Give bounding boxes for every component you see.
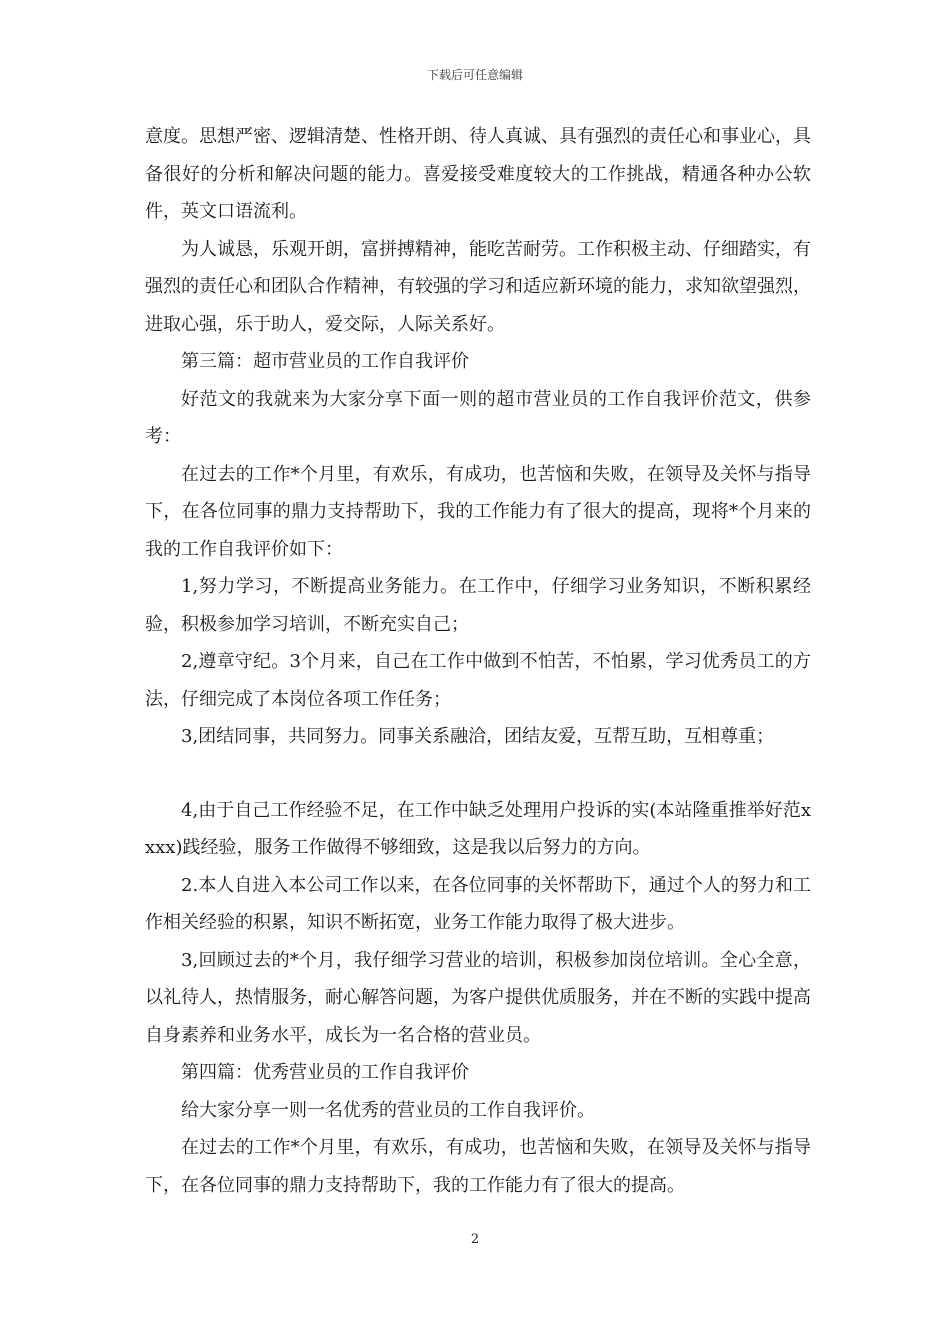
paragraph: 在过去的工作*个月里，有欢乐，有成功，也苦恼和失败，在领导及关怀与指导下，在各位同事的鼎力支持帮助下，我的工作能力有了很大的提高。 [145,1137,811,1196]
paragraph: 为人诚恳，乐观开朗，富拼搏精神，能吃苦耐劳。工作积极主动、仔细踏实，有强烈的责任心和团队合作精神，有较强的学习和适应新环境的能力，求知欲望强烈，进取心强，乐于助人，爱交际，人际关系好。 [145,238,811,335]
page-header-note: 下载后可任意编辑 [426,68,523,82]
paragraph: 好范文的我就来为大家分享下面一则的超市营业员的工作自我评价范文，供参考： [145,388,811,447]
blank-line [145,756,811,792]
list-item: 3,团结同事，共同努力。同事关系融洽，团结友爱，互帮互助，互相尊重； [181,726,775,747]
list-item: 1,努力学习，不断提高业务能力。在工作中，仔细学习业务知识，不断积累经验，积极参加学习培训，不断充实自己； [145,576,811,635]
list-item: 2.本人自进入本公司工作以来，在各位同事的关怀帮助下，通过个人的努力和工作相关经验的积累，知识不断拓宽，业务工作能力取得了极大进步。 [145,874,811,933]
paragraph: 给大家分享一则一名优秀的营业员的工作自我评价。 [181,1099,595,1121]
page-number: 2 [470,1232,480,1247]
list-item: 4,由于自己工作经验不足，在工作中缺乏处理用户投诉的实(本站隆重推举好范xxxx)践经验，服务工作做得不够细致，这是我以后努力的方向。 [145,799,811,858]
document-body [145,118,811,1204]
paragraph: 意度。思想严密、逻辑清楚、性格开朗、待人真诚、具有强烈的责任心和事业心，具备很好的分析和解决问题的能力。喜爱接受难度较大的工作挑战，精通各种办公软件，英文口语流利。 [145,126,811,222]
list-item: 3,回顾过去的*个月，我仔细学习营业的培训，积极参加岗位培训。全心全意，以礼待人，热情服务，耐心解答问题，为客户提供优质服务，并在不断的实践中提高自身素养和业务水平，成长为一名合格的营业员。 [145,949,811,1046]
section-heading: 第四篇：优秀营业员的工作自我评价 [181,1062,469,1083]
paragraph: 在过去的工作*个月里，有欢乐，有成功，也苦恼和失败，在领导及关怀与指导下，在各位同事的鼎力支持帮助下，我的工作能力有了很大的提高，现将*个月来的我的工作自我评价如下： [145,463,811,560]
list-item: 2,遵章守纪。3个月来，自己在工作中做到不怕苦，不怕累，学习优秀员工的方法，仔细完成了本岗位各项工作任务； [145,651,811,710]
section-heading: 第三篇：超市营业员的工作自我评价 [181,351,469,372]
